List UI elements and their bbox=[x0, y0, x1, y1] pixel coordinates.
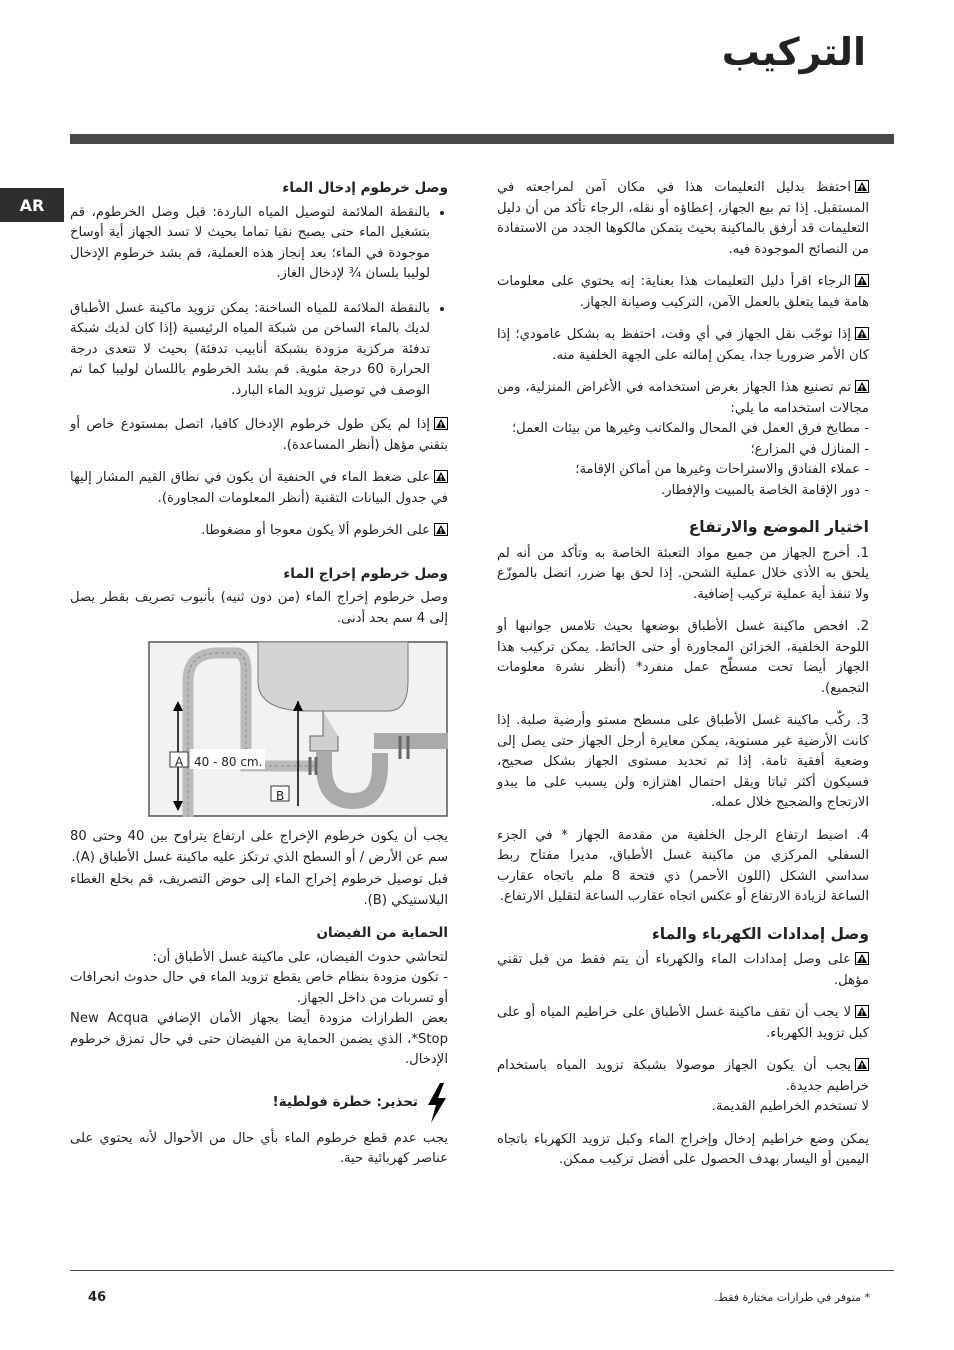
lightning-bolt-icon bbox=[426, 1083, 448, 1123]
supply-text: يمكن وضع خراطيم إدخال وإخراج الماء وكبل تزويد الكهرباء باتجاه اليمين أو اليسار بهدف الحصول على أفضل تركيب ممكن. bbox=[497, 1131, 869, 1167]
warning-icon bbox=[855, 180, 869, 193]
inlet-heading: وصل خرطوم إدخال الماء bbox=[282, 180, 448, 196]
outlet-heading: وصل خرطوم إخراج الماء bbox=[283, 565, 448, 582]
top-divider bbox=[70, 134, 894, 144]
warning-read-manual: الرجاء اقرأ دليل التعليمات هذا بعناية: إنه يحتوي على معلومات هامة فيما يتعلق بالعمل الآمن، التركيب وصيانة الجهاز. bbox=[497, 274, 869, 310]
diagram-label-a: A bbox=[175, 755, 184, 769]
warning-icon bbox=[434, 470, 448, 483]
drain-illustration bbox=[148, 641, 448, 817]
flood-text: لتحاشي حدوث الفيضان، على ماكينة غسل الأطباق أن: bbox=[152, 949, 448, 965]
sink-text: قبل توصيل خرطوم إخراج الماء إلى حوض التصريف، قم بخلع الغطاء البلاستيكي (B). bbox=[70, 872, 448, 908]
warning-hoses-cable: لا يجب أن تقف ماكينة غسل الأطباق على خراطيم المياه أو على كبل تزويد الكهرباء. bbox=[497, 1005, 869, 1041]
drain-diagram bbox=[148, 641, 448, 817]
warning-new-hoses: يجب أن يكون الجهاز موصولا بشبكة تزويد المياه باستخدام خراطيم جديدة. لا تستخدم الخراطيم القديمة. bbox=[497, 1056, 869, 1118]
danger-row bbox=[70, 1083, 448, 1123]
list-item: • بالنقطة الملائمة لتوصيل المياه الباردة: قبل وصل الخرطوم، قم بتشغيل الماء حتى يصبح نقيا تماما بحيث لا تسد الجهاز أية أوساخ موجودة في الماء؛ بعد إنجاز هذه العملية، قم بشد خرطوم الإدخال لوليبا بلسان ¾ لإدخال الغاز. bbox=[70, 203, 430, 285]
warning-icon bbox=[855, 952, 869, 965]
right-column bbox=[497, 178, 869, 1183]
warning-water-pressure: على ضغط الماء في الحنفية أن يكون في نطاق القيم المشار إليها في جدول البيانات التقنية (أنظر المعلومات المجاورة). bbox=[70, 470, 448, 506]
positioning-step: 2. افحص ماكينة غسل الأطباق بوضعها بحيث تلامس جوانبها أو اللوحة الخلفية، الخزائن المجاورة أو حتى الحائط. يمكن تركيب هذا الجهاز أيضا تحت مسطّح عمل منفرد* (أنظر نشرة معلومات التجميع). bbox=[497, 619, 869, 696]
positioning-heading: اختيار الموضع والارتفاع bbox=[688, 518, 869, 536]
language-tab: AR bbox=[0, 188, 64, 222]
usage-item: - دور الإقامة الخاصة بالمبيت والإفطار. bbox=[661, 482, 869, 498]
danger-text: يجب عدم قطع خرطوم الماء بأي حال من الأحوال لأنه يحتوي على عناصر كهربائية حية. bbox=[70, 1130, 448, 1166]
height-text: يجب أن يكون خرطوم الإخراج على ارتفاع يتراوح بين 40 وحتى 80 سم عن الأرض / أو السطح الذي ترتكز عليه ماكينة غسل الأطباق (A). bbox=[70, 829, 448, 865]
supply-note: لا تستخدم الخراطيم القديمة. bbox=[711, 1099, 869, 1114]
positioning-step: 4. اضبط ارتفاع الرجل الخلفية من مقدمة الجهاز * في الجزء السفلي المركزي من ماكينة غسل الأطباق، مديرا مفتاح ربط سداسي الشكل (اللون الأحمر) ذي فتحة 8 ملم باتجاه عقارب الساعة لزيادة الارتفاع أو عكس اتجاه عقارب الساعة لتقليل الارتفاع. bbox=[497, 827, 869, 904]
warning-keep-manual: احتفظ بدليل التعليمات هذا في مكان آمن لمراجعته في المستقبل. إذا تم بيع الجهاز، إعطاؤه أو نقله، الرجاء تأكد من أن دليل التعليمات قد أرفق بالماكينة بحيث يتمكن مالكوها الجدد من الاستفادة من النصائح الموجودة فيه. bbox=[497, 180, 869, 257]
flood-extra: بعض الطرازات مزودة أيضا بجهاز الأمان الإضافي New Acqua Stop*، الذي يضمن الحماية من الفيضان حتى في حال تمزق خرطوم الإدخال. bbox=[70, 1011, 449, 1067]
outlet-text: وصل خرطوم إخراج الماء (من دون ثنيه) بأنبوب تصريف بقطر يصل إلى 4 سم بحد أدنى. bbox=[70, 590, 448, 626]
list-item: • بالنقطة الملائمة للمياه الساخنة: يمكن تزويد ماكينة غسل الأطباق لديك بالماء الساخن من شبكة المياه الرئيسية (إذا كان لديك شبكة تدفئة مركزية مزودة بشبكة أنابيب تدفئة) بحيث لا تتعدى درجة الحرارة 60 درجة مئوية. قم بشد الخرطوم باللسان لوليبا كما تم الوصف في توصيل تزويد الماء البارد. bbox=[70, 299, 430, 402]
page-title: التركيب bbox=[721, 30, 866, 74]
warning-qualified-tech: على وصل إمدادات الماء والكهرباء أن يتم فقط من قبل تقني مؤهل. bbox=[497, 952, 869, 988]
flood-item: - تكون مزودة بنظام خاص يقطع تزويد الماء في حال حدوث انحرافات أو تسربات من داخل الجهاز. bbox=[70, 970, 448, 1006]
warning-icon bbox=[855, 327, 869, 340]
warning-usage: تم تصنيع هذا الجهاز بغرض استخدامه في الأغراض المنزلية، ومن مجالات استخدامه ما يلي: - مطابخ فرق العمل في المحال والمكاتب وغيرها من بيئات العمل؛ - المنازل في المزارع؛ - عملاء الفنادق والاستراحات وغيرها من أماكن الإقامة؛ - دور الإقامة الخاصة بالمبيت والإفطار. bbox=[497, 378, 869, 501]
usage-item: - المنازل في المزارع؛ bbox=[750, 441, 869, 457]
footnote: * متوفر في طرازات مختارة فقط. bbox=[714, 1291, 870, 1304]
warning-no-kinks: على الخرطوم ألا يكون معوجا أو مضغوطا. bbox=[70, 521, 448, 542]
flood-heading: الحماية من الفيضان bbox=[316, 925, 448, 941]
page-number: 46 bbox=[88, 1290, 107, 1305]
warning-hose-length: إذا لم يكن طول خرطوم الإدخال كافيا، اتصل بمستودع خاص أو بتقني مؤهل (أنظر المساعدة). bbox=[70, 417, 448, 453]
left-column bbox=[70, 178, 448, 1182]
warning-icon bbox=[855, 1005, 869, 1018]
positioning-step: 1. أخرج الجهاز من جميع مواد التعبئة الخاصة به وتأكد من أنه لم يلحق به الأذى خلال عملية الشحن. إذا لحق بها ضرر، اتصل بالموزّع ولا تنفذ أية عملية تركيب إضافية. bbox=[497, 545, 869, 602]
warning-icon bbox=[434, 523, 448, 536]
warning-icon bbox=[855, 380, 869, 393]
warning-icon bbox=[855, 1058, 869, 1071]
usage-item: - مطابخ فرق العمل في المحال والمكاتب وغيرها من بيئات العمل؛ bbox=[511, 421, 869, 436]
warning-move-upright: إذا توجّب نقل الجهاز في أي وقت، احتفظ به بشكل عامودي؛ إذا كان الأمر ضروريا جدا، يمكن إمالته على الجهة الخلفية منه. bbox=[497, 327, 869, 363]
danger-heading: تحذير: خطرة فولطية! bbox=[272, 1094, 418, 1111]
warning-icon bbox=[434, 417, 448, 430]
diagram-label-b: B bbox=[276, 789, 285, 803]
diagram-range-label: 40 - 80 cm. bbox=[194, 755, 263, 769]
supply-heading: وصل إمدادات الكهرباء والماء bbox=[651, 924, 869, 943]
positioning-step: 3. ركّب ماكينة غسل الأطباق على مسطح مستو وأرضية صلبة. إذا كانت الأرضية غير مستوية، يمكن معايرة أرجل الجهاز حتى يصل إلى وضعية أفقية تامة. إذا تم تحديد مستوى الجهاز بشكل صحيح، فسيكون أكثر ثباتا ويقل احتمال اهتزازه ولن يسبب على ما يبدو الارتجاج والضجيج خلال عمله. bbox=[497, 713, 869, 810]
bottom-divider bbox=[70, 1270, 894, 1271]
warning-icon bbox=[855, 274, 869, 287]
inlet-list bbox=[70, 203, 448, 402]
usage-item: - عملاء الفنادق والاستراحات وغيرها من أماكن الإقامة؛ bbox=[575, 462, 869, 477]
